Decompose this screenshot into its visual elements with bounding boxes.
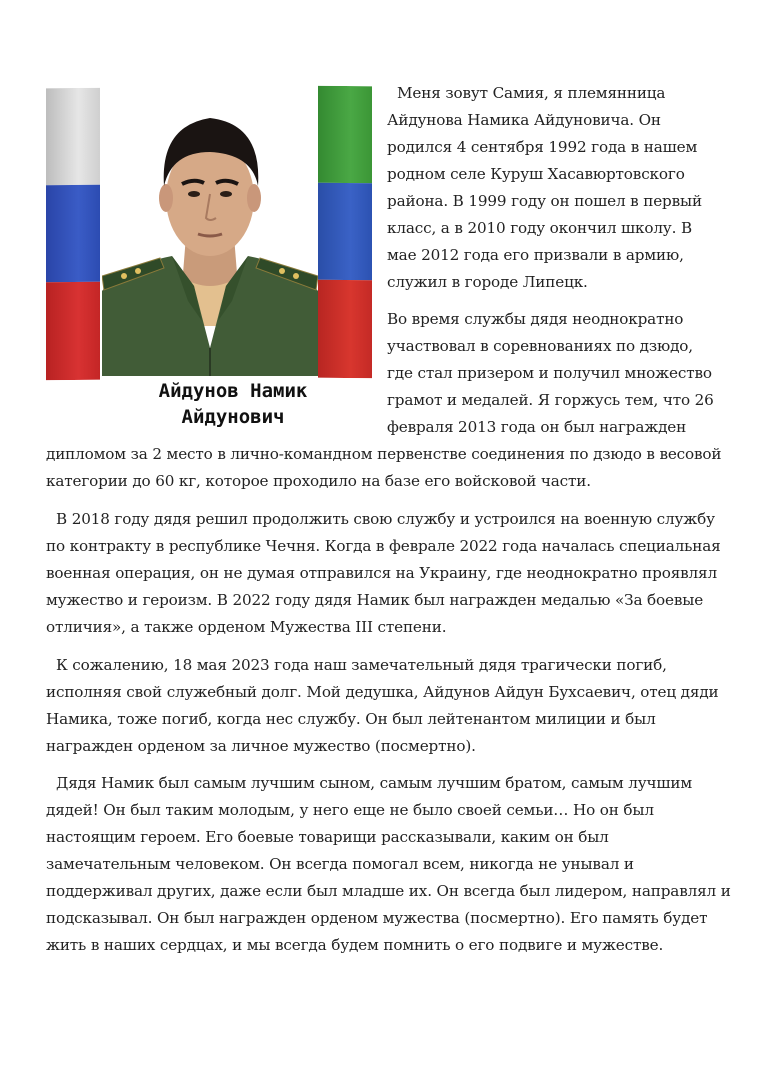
text-line: военная операция, он не думая отправился на Украину, где неоднократно проявлял [46,564,717,582]
text-line: класс, а в 2010 году окончил школу. В [387,219,692,237]
text-line: родном селе Куруш Хасавюртовского [387,165,685,183]
text-line: подсказывал. Он был награжден орденом мужества (посмертно). Его память будет [46,909,708,927]
text-line: поддерживал других, даже если был младше их. Он всегда был лидером, направлял и [46,882,731,900]
text-line: Дядя Намик был самым лучшим сыном, самым лучшим братом, самым лучшим [56,774,693,792]
text-line: февраля 2013 года он был награжден [387,418,687,436]
text-line: Во время службы дядя неоднократно [387,310,684,328]
text-line: настоящим героем. Его боевые товарищи рассказывали, каким он был [46,828,609,846]
russian-flag-image [46,88,100,381]
caption-line: Айдунович [181,406,285,428]
text-line: категории до 60 кг, которое проходило на базе его войсковой части. [46,472,591,490]
text-line: где стал призером и получил множество [387,364,712,382]
text-line: замечательным человеком. Он всегда помогал всем, никогда не унывал и [46,855,634,873]
text-line: В 2018 году дядя решил продолжить свою службу и устроился на военную службу [56,510,715,528]
paragraph-biography [387,80,722,296]
text-line: К сожалению, 18 мая 2023 года наш замечательный дядя трагически погиб, [56,656,667,674]
text-line: Намика, тоже погиб, когда нес службу. Он был лейтенантом милиции и был [46,710,656,728]
caption-line: Айдунов Намик [158,380,308,402]
text-line: исполняя свой служебный долг. Мой дедушка, Айдунов Айдун Бухсаевич, отец дяди [46,683,719,701]
paragraph-memory [46,770,731,959]
text-line: по контракту в республике Чечня. Когда в феврале 2022 года началась специальная [46,537,721,555]
text-line: Меня зовут Самия, я племянница [397,84,666,102]
text-line: района. В 1999 году он пошел в первый [387,192,702,210]
text-line: дядей! Он был таким молодым, у него еще не было своей семьи… Но он был [46,801,654,819]
text-line: мае 2012 года его призвали в армию, [387,246,684,264]
text-line: жить в наших сердцах, и мы всегда будем помнить о его подвиге и мужестве. [46,936,664,954]
text-line: мужество и героизм. В 2022 году дядя Намик был награжден медалью «За боевые [46,591,704,609]
text-line: Айдунова Намика Айдуновича. Он [387,111,661,129]
text-line: грамот и медалей. Я горжусь тем, что 26 [387,391,714,409]
text-line: отличия», а также орденом Мужества III степени. [46,618,447,636]
paragraph-loss [46,652,726,760]
soldier-portrait-image [102,86,318,376]
paragraph-judo-continued [46,441,726,495]
paragraph-judo-wrapped [387,306,722,441]
dagestan-flag-image [318,86,372,379]
text-line: родился 4 сентября 1992 года в нашем [387,138,698,156]
text-line: награжден орденом за личное мужество (посмертно). [46,737,476,755]
portrait-block [46,86,374,428]
text-line: участвовал в соревнованиях по дзюдо, [387,337,693,355]
text-line: дипломом за 2 место в лично-командном первенстве соединения по дзюдо в весовой [46,445,722,463]
paragraph-service [46,506,726,641]
portrait-caption [98,378,368,430]
text-line: служил в городе Липецк. [387,273,588,291]
